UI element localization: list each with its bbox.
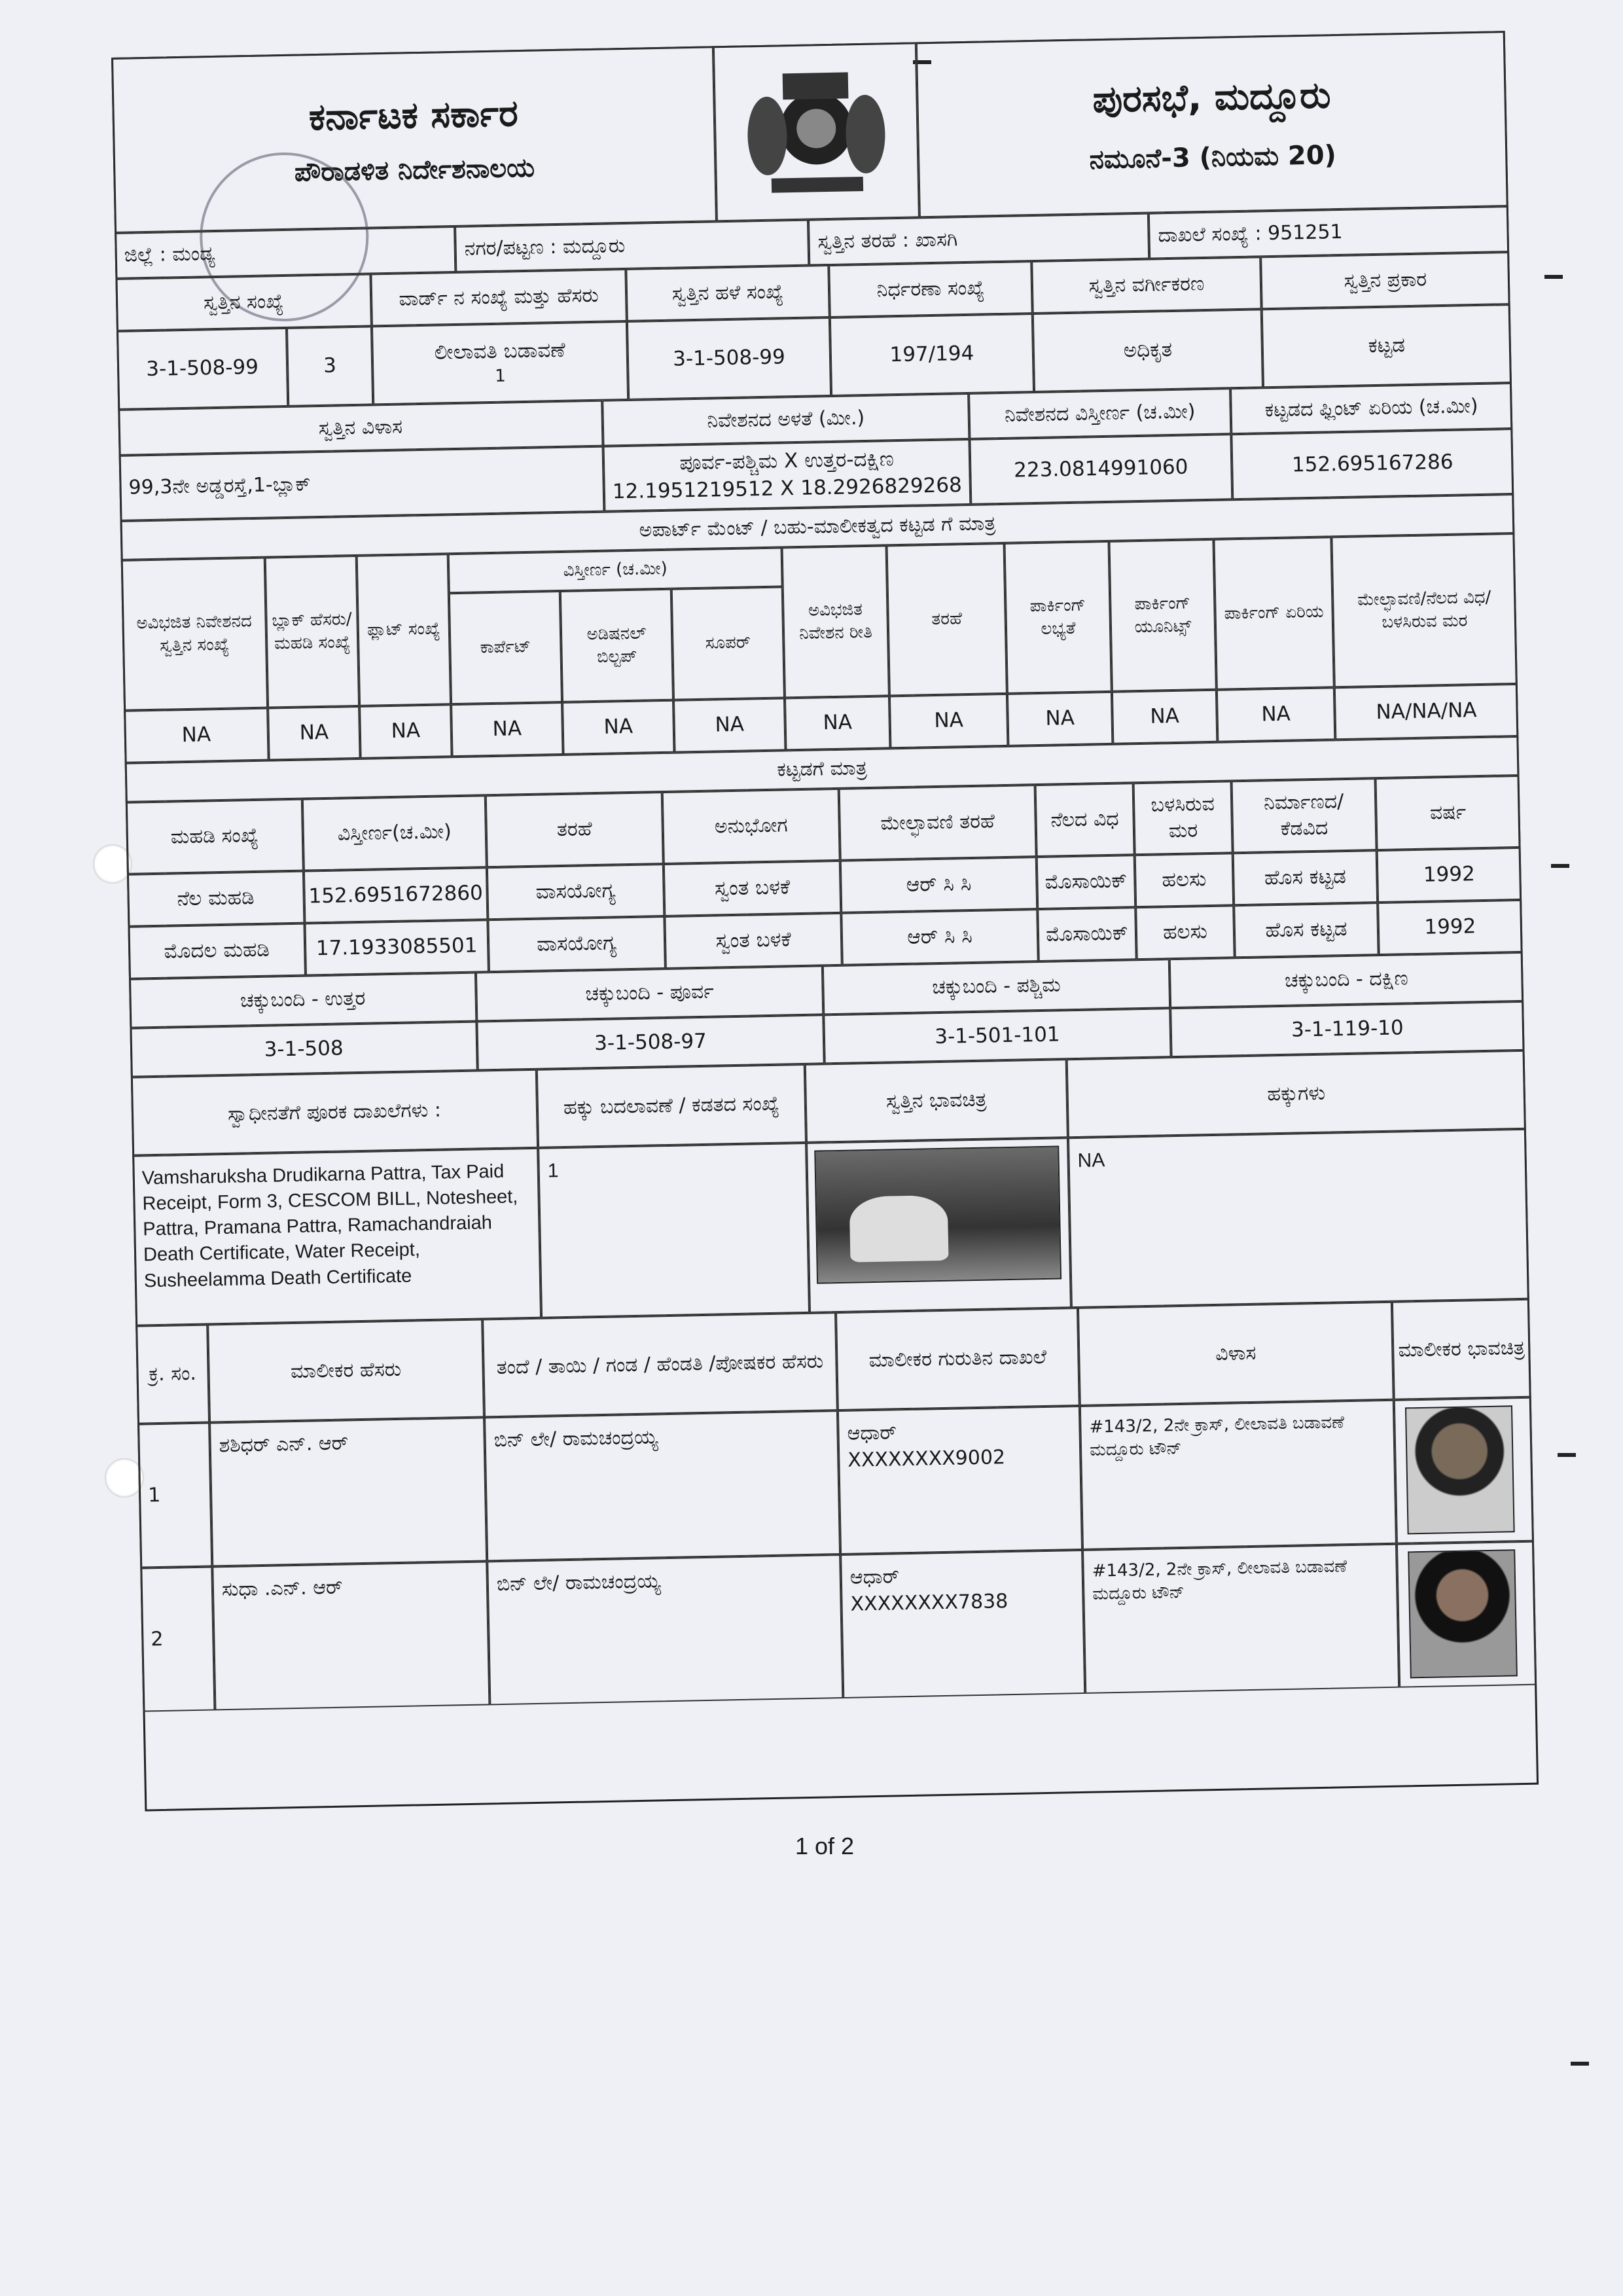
old-property-no: 3-1-508-99 xyxy=(627,317,831,400)
apt-val-9: NA xyxy=(1112,690,1218,744)
owner-1-id xyxy=(838,1406,1082,1554)
owner-1-name: ಶಶಿಧರ್ ಎನ್. ಆರ್ xyxy=(209,1417,487,1566)
apt-val-8: NA xyxy=(1007,692,1113,746)
owner-2-photo-cell xyxy=(1397,1541,1537,1688)
rights: NA xyxy=(1068,1129,1529,1308)
scan-mark xyxy=(1571,2062,1589,2066)
measure-label: ಪೂರ್ವ-ಪಶ್ಚಿಮ X ಉತ್ತರ-ದಕ್ಷಿಣ xyxy=(679,447,895,475)
apt-val-3: NA xyxy=(451,702,563,757)
apt-val-11: NA/NA/NA xyxy=(1334,684,1518,740)
apt-val-5: NA xyxy=(673,698,786,752)
scan-mark xyxy=(1558,1453,1576,1457)
owner-2-id xyxy=(840,1550,1085,1698)
scan-mark xyxy=(1544,275,1563,279)
ward-sub: 1 xyxy=(494,366,507,387)
apt-val-7: NA xyxy=(889,694,1008,748)
owner-1-address: #143/2, 2ನೇ ಕ್ರಾಸ್, ಲೀಲಾವತಿ ಬಡಾವಣೆ ಮದ್ದೂರು ಟೌನ್ xyxy=(1080,1400,1397,1550)
bnd-east: 3-1-508-97 xyxy=(476,1014,824,1070)
bld-hdr-7: ನಿರ್ಮಾಣದ/ ಕೆಡವಿದ xyxy=(1232,778,1377,853)
bld-r1-c1: 17.1933085501 xyxy=(304,920,488,975)
bld-r0-c5: ಮೊಸಾಯಿಕ್ xyxy=(1037,855,1136,909)
bld-r1-c3: ಸ್ವಂತ ಬಳಕೆ xyxy=(664,913,842,969)
apt-hdr-3: ಕಾರ್ಪೆಟ್ xyxy=(449,591,562,704)
measure-value: 12.1951219512 X 18.2926829268 xyxy=(612,473,963,504)
apt-hdr-2: ಫ್ಲಾಟ್ ಸಂಖ್ಯೆ xyxy=(357,554,451,706)
property-type: ಸ್ವತ್ತಿನ ತರಹೆ : ಖಾಸಗಿ xyxy=(808,213,1149,266)
site-measure xyxy=(603,439,971,512)
apt-hdr-5: ಸೂಪರ್ xyxy=(671,586,785,700)
own-hdr-name: ಮಾಲೀಕರ ಹೆಸರು xyxy=(207,1319,484,1422)
hdr-site-area: ನಿವೇಶನದ ವಿಸ್ತೀರ್ಣ (ಚ.ಮೀ) xyxy=(969,388,1231,439)
own-hdr-sl: ಕ್ರ. ಸಂ. xyxy=(135,1325,209,1424)
property-kind: ಕಟ್ಟಡ xyxy=(1262,304,1512,387)
file-number: 1 xyxy=(538,1143,810,1318)
header-left xyxy=(111,46,717,233)
owner-1-photo-cell xyxy=(1394,1397,1534,1544)
state-emblem-icon xyxy=(736,55,896,209)
bld-hdr-1: ವಿಸ್ತೀರ್ಣ(ಚ.ಮೀ) xyxy=(302,795,487,870)
header-right xyxy=(916,31,1508,217)
town: ನಗರ/ಪಟ್ಟಣ : ಮದ್ದೂರು xyxy=(455,220,809,272)
owner-2-relation: ಬಿನ್ ಲೇ/ ರಾಮಚಂದ್ರಯ್ಯ xyxy=(487,1554,843,1705)
district: ಜಿಲ್ಲೆ : ಮಂಡ್ಯ xyxy=(115,226,455,279)
bnd-hdr-west: ಚಕ್ಕುಬಂದಿ - ಪಶ್ಚಿಮ xyxy=(823,959,1170,1014)
hdr-property-no: ಸ್ವತ್ತಿನ ಸಂಖ್ಯೆ xyxy=(115,274,371,331)
apt-val-1: NA xyxy=(268,706,361,761)
owner-2-address: #143/2, 2ನೇ ಕ್ರಾಸ್, ಲೀಲಾವತಿ ಬಡಾವಣೆ ಮದ್ದೂರು ಟೌನ್ xyxy=(1082,1544,1399,1694)
apt-hdr-4: ಅಡಿಷನಲ್ ಬಿಲ್ಟಪ್ xyxy=(560,589,673,702)
bld-r0-c1: 152.6951672860 xyxy=(304,867,488,923)
property-photo-cell xyxy=(806,1138,1071,1313)
apt-hdr-9: ಪಾರ್ಕಿಂಗ್ ಯೂನಿಟ್ಸ್ xyxy=(1109,539,1216,692)
apt-val-0: NA xyxy=(124,708,268,763)
apt-hdr-1: ಬ್ಲಾಕ್ ಹೆಸರು/ ಮಹಡಿ ಸಂಖ್ಯೆ xyxy=(265,556,359,708)
own-hdr-address: ವಿಳಾಸ xyxy=(1078,1302,1394,1406)
header-emblem xyxy=(713,42,919,221)
hdr-ward: ವಾರ್ಡ್ ನ ಸಂಖ್ಯೆ ಮತ್ತು ಹೆಸರು xyxy=(370,269,626,326)
apt-val-6: NA xyxy=(785,696,891,750)
bld-r0-c3: ಸ್ವಂತ ಬಳಕೆ xyxy=(664,861,841,916)
bld-r0-c4: ಆರ್ ಸಿ ಸಿ xyxy=(840,857,1037,913)
ward-name-cell xyxy=(372,321,628,404)
apartment-title: ಅಪಾರ್ಟ್ ಮೆಂಟ್ / ಬಹು-ಮಾಲೀಕತ್ವದ ಕಟ್ಟಡ ಗೆ ಮಾತ್ರ xyxy=(120,494,1515,560)
doc-hdr-supporting: ಸ್ವಾಧೀನತೆಗೆ ಪೂರಕ ದಾಖಲೆಗಳು : xyxy=(131,1069,538,1156)
owner-2-photo xyxy=(1408,1549,1518,1678)
owner-2-id-type: ಆಧಾರ್ xyxy=(849,1565,900,1589)
form-sheet xyxy=(111,31,1539,1811)
owner-1-id-type: ಆಧಾರ್ xyxy=(847,1421,897,1445)
form-title: ನಮೂನೆ-3 (ನಿಯಮ 20) xyxy=(1089,139,1337,175)
owner-2-id-no: XXXXXXXX7838 xyxy=(850,1589,1008,1616)
bld-r1-c2: ವಾಸಯೋಗ್ಯ xyxy=(488,916,665,972)
page-number: 1 of 2 xyxy=(795,1833,855,1859)
supporting-documents: Vamsharuksha Drudikarna Pattra, Tax Paid Receipt, Form 3, CESCOM BILL, Notesheet, Pattra, Pramana Pattra, Ramachandraiah Death Certificate, Water Receipt, Susheelamma Death Certificate xyxy=(132,1148,541,1326)
bld-r1-c6: ಹಲಸು xyxy=(1135,905,1235,960)
bld-hdr-6: ಬಳಸಿರುವ ಮರ xyxy=(1133,781,1233,855)
apt-hdr-8: ಪಾರ್ಕಿಂಗ್ ಲಭ್ಯತೆ xyxy=(1004,541,1111,694)
bld-hdr-5: ನೆಲದ ವಿಧ xyxy=(1035,783,1135,857)
gov-title: ಕರ್ನಾಟಕ ಸರ್ಕಾರ xyxy=(308,92,519,139)
apt-val-4: NA xyxy=(562,700,675,755)
bnd-south: 3-1-119-10 xyxy=(1170,1001,1524,1057)
hdr-classification: ಸ್ವತ್ತಿನ ವರ್ಗೀಕರಣ xyxy=(1031,257,1261,314)
bnd-hdr-south: ಚಕ್ಕುಬಂದಿ - ದಕ್ಷಿಣ xyxy=(1169,952,1524,1008)
classification: ಅಧಿಕೃತ xyxy=(1033,309,1263,392)
hdr-assessment-no: ನಿರ್ಧರಣಾ ಸಂಖ್ಯೆ xyxy=(829,261,1032,317)
hdr-kind: ಸ್ವತ್ತಿನ ಪ್ರಕಾರ xyxy=(1260,252,1510,309)
building-title: ಕಟ್ಟಡಗೆ ಮಾತ್ರ xyxy=(125,736,1520,802)
ward-name: ಲೀಲಾವತಿ ಬಡಾವಣೆ xyxy=(434,338,566,365)
bld-hdr-3: ಅನುಭೋಗ xyxy=(662,789,840,864)
bnd-north: 3-1-508 xyxy=(130,1022,477,1077)
apt-hdr-7: ತರಹೆ xyxy=(887,543,1007,696)
plinth-area: 152.695167286 xyxy=(1231,429,1514,499)
bld-hdr-8: ವರ್ಷ xyxy=(1375,776,1520,850)
bld-r0-c8: 1992 xyxy=(1377,848,1522,903)
doc-hdr-rights: ಹಕ್ಕುಗಳು xyxy=(1067,1050,1526,1138)
bld-r1-c7: ಹೊಸ ಕಟ್ಟಡ xyxy=(1234,903,1378,958)
entry-number: ದಾಖಲೆ ಸಂಖ್ಯೆ : 951251 xyxy=(1149,206,1509,259)
own-hdr-photo: ಮಾಲೀಕರ ಭಾವಚಿತ್ರ xyxy=(1392,1299,1531,1400)
bld-r0-c7: ಹೊಸ ಕಟ್ಟಡ xyxy=(1233,850,1378,905)
assessment-no: 197/194 xyxy=(830,314,1034,396)
apt-hdr-10: ಪಾರ್ಕಿಂಗ್ ಏರಿಯ xyxy=(1213,537,1334,689)
apt-val-2: NA xyxy=(359,704,452,759)
apt-hdr-0: ಅವಿಭಜಿತ ನಿವೇಶನದ ಸ್ವತ್ತಿನ ಸಂಖ್ಯೆ xyxy=(121,558,268,711)
apt-area-group: ವಿಸ್ತೀರ್ಣ (ಚ.ಮೀ) xyxy=(448,547,783,593)
dept-title: ಪೌರಾಡಳಿತ ನಿರ್ದೇಶನಾಲಯ xyxy=(294,152,535,188)
ward-no: 3 xyxy=(287,326,373,406)
owner-2-sl: 2 xyxy=(140,1566,215,1712)
bld-r1-c0: ಮೊದಲ ಮಹಡಿ xyxy=(128,924,305,979)
municipality-title: ಪುರಸಭೆ, ಮದ್ದೂರು xyxy=(1092,74,1332,122)
hdr-plinth-area: ಕಟ್ಟಡದ ಫ್ಲಿಂಟ್ ಏರಿಯ (ಚ.ಮೀ) xyxy=(1230,383,1512,434)
apt-val-10: NA xyxy=(1217,687,1336,742)
owner-2-name: ಸುಧಾ .ಎನ್. ಆರ್ xyxy=(212,1561,490,1710)
bld-r1-c4: ಆರ್ ಸಿ ಸಿ xyxy=(841,909,1038,965)
property-photo xyxy=(814,1146,1061,1284)
apt-hdr-6: ಅವಿಭಜಿತ ನಿವೇಶನ ರೀತಿ xyxy=(782,545,889,698)
property-no: 3-1-508-99 xyxy=(116,328,288,410)
bnd-west: 3-1-501-101 xyxy=(823,1008,1171,1064)
bld-hdr-2: ತರಹೆ xyxy=(486,792,664,867)
owner-1-photo xyxy=(1405,1405,1515,1534)
photo-detail xyxy=(849,1195,949,1263)
property-address: 99,3ನೇ ಅಡ್ಡರಸ್ತೆ,1-ಬ್ಲಾಕ್ xyxy=(119,446,605,521)
own-hdr-relation: ತಂದೆ / ತಾಯಿ / ಗಂಡ / ಹೆಂಡತಿ /ಪೋಷಕರ ಹೆಸರು xyxy=(482,1312,838,1417)
bnd-hdr-north: ಚಕ್ಕುಬಂದಿ - ಉತ್ತರ xyxy=(129,973,476,1028)
owner-1-relation: ಬಿನ್ ಲೇ/ ರಾಮಚಂದ್ರಯ್ಯ xyxy=(484,1410,840,1561)
hdr-address: ಸ್ವತ್ತಿನ ವಿಳಾಸ xyxy=(118,401,603,456)
bld-r0-c6: ಹಲಸು xyxy=(1135,853,1234,907)
bld-r0-c2: ವಾಸಯೋಗ್ಯ xyxy=(487,864,664,920)
bld-r1-c8: 1992 xyxy=(1378,900,1522,955)
site-area: 223.0814991060 xyxy=(969,434,1232,505)
bld-hdr-4: ಮೇಲ್ಛಾವಣಿ ತರಹೆ xyxy=(839,785,1037,861)
own-hdr-id: ಮಾಲೀಕರ ಗುರುತಿನ ದಾಖಲೆ xyxy=(836,1308,1080,1410)
owner-1-sl: 1 xyxy=(137,1423,212,1568)
scan-mark xyxy=(1551,864,1569,868)
doc-hdr-photo: ಸ್ವತ್ತಿನ ಭಾವಚಿತ್ರ xyxy=(805,1059,1068,1143)
bld-r1-c5: ಮೊಸಾಯಿಕ್ xyxy=(1037,907,1137,961)
hdr-measure: ನಿವೇಶನದ ಅಳತೆ (ಮೀ.) xyxy=(602,393,969,446)
hdr-old-no: ಸ್ವತ್ತಿನ ಹಳೆ ಸಂಖ್ಯೆ xyxy=(626,265,829,321)
bld-hdr-0: ಮಹಡಿ ಸಂಖ್ಯೆ xyxy=(126,799,304,874)
bnd-hdr-east: ಚಕ್ಕುಬಂದಿ - ಪೂರ್ವ xyxy=(476,965,823,1021)
owner-1-id-no: XXXXXXXX9002 xyxy=(847,1445,1006,1472)
bld-r0-c0: ನೆಲ ಮಹಡಿ xyxy=(127,871,304,927)
doc-hdr-file-no: ಹಕ್ಕು ಬದಲಾವಣೆ / ಕಡತದ ಸಂಖ್ಯೆ xyxy=(537,1064,806,1148)
apt-hdr-11: ಮೇಲ್ಛಾವಣಿ/ನೆಲದ ವಿಧ/ಬಳಸಿರುವ ಮರ xyxy=(1331,533,1517,687)
